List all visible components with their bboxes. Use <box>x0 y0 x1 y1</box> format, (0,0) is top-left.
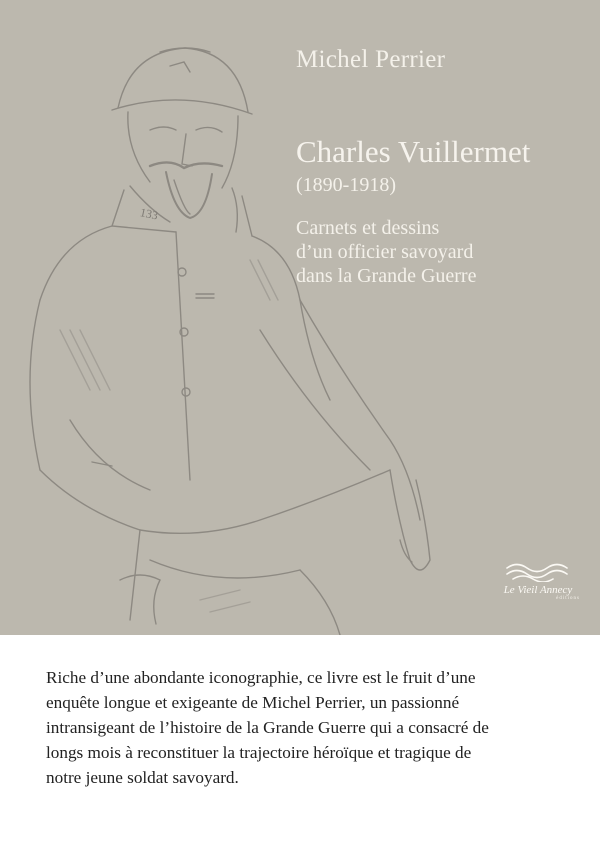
blurb-line: Riche d’une abondante iconographie, ce livre est le fruit d’une <box>46 668 476 687</box>
author-name: Michel Perrier <box>296 46 446 73</box>
blurb-line: notre jeune soldat savoyard. <box>46 768 239 787</box>
subtitle-line: Carnets et dessins <box>296 217 440 239</box>
publisher-name: Le Vieil Annecy <box>503 584 573 596</box>
blurb-line: longs mois à reconstituer la trajectoire héroïque et tragique de <box>46 743 472 762</box>
book-title: Charles Vuillermet <box>296 134 531 169</box>
subtitle-line: dans la Grande Guerre <box>296 265 477 287</box>
blurb-line: enquête longue et exigeante de Michel Perrier, un passionné <box>46 693 460 712</box>
publisher-subtitle: éditions <box>556 596 580 601</box>
wave-lines-icon <box>503 560 573 582</box>
collar-number: 133 <box>138 205 160 223</box>
book-dates: (1890-1918) <box>296 174 396 196</box>
book-blurb <box>46 665 566 790</box>
subtitle-line: d’un officier savoyard <box>296 241 474 263</box>
back-cover-text-panel <box>0 635 600 847</box>
publisher-block <box>490 560 586 601</box>
blurb-line: intransigeant de l’histoire de la Grande Guerre qui a consacré de <box>46 718 489 737</box>
book-subtitle <box>296 216 586 288</box>
